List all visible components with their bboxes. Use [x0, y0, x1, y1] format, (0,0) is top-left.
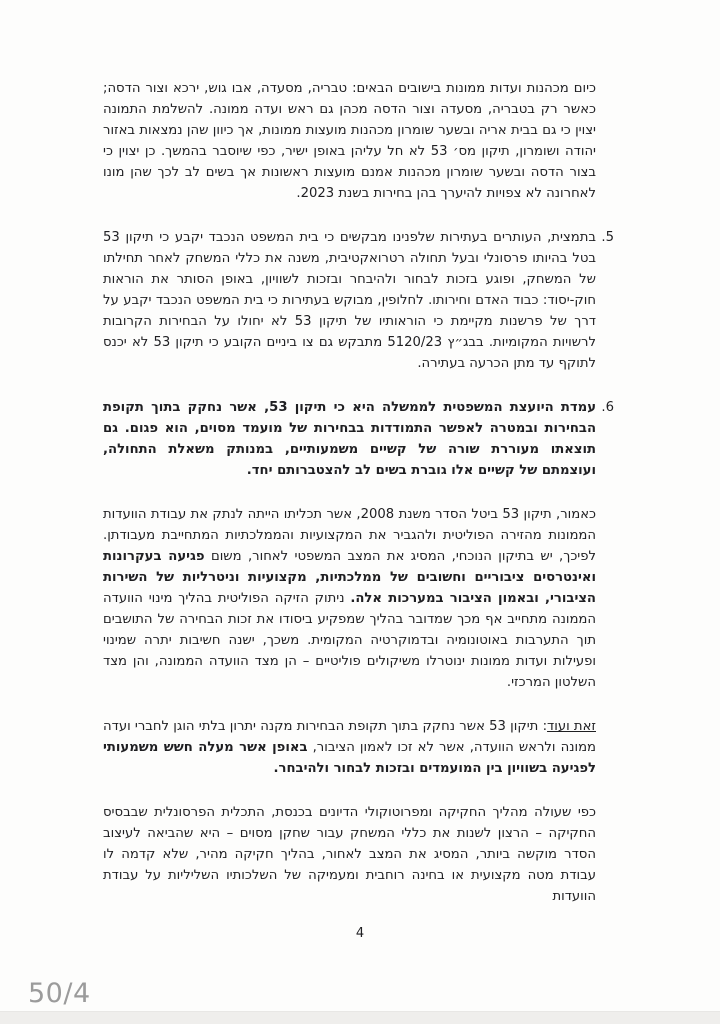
text-run: עמדת היועצת המשפטית לממשלה היא כי תיקון 53, אשר נחקק בתוך תקופת הבחירות ובמטרה לאפשר התמודדות בבחירות של מועמד מסוים, הוא פגום. גם תוצאתו מעוררת שורה של קשיים משמעותיים, במנותק משאלת התחולה, ועוצמתם של קשיים אלו גוברת בשים לב להצטברותם יחד.: [103, 400, 596, 478]
paragraph-number: [596, 802, 614, 907]
paragraph: [103, 716, 614, 779]
text-run: : תיקון 53 אשר נחקק בתוך תקופת הבחירות מקנה יתרון בלתי הוגן לחברי ועדה ממונה ולראש הוועדה, אשר לא זכו לאמון הציבור,: [103, 719, 596, 755]
document-content: [103, 78, 614, 930]
page-indicator: 50/4: [28, 978, 91, 1009]
paragraph: [103, 78, 614, 204]
text-run: באופן אשר מעלה חשש משמעותי לפגיעה בשוויון בין המועמדים ובזכות לבחור ולהיבחר.: [103, 740, 596, 776]
paragraph-number: [596, 504, 614, 693]
paragraph: [103, 397, 614, 481]
text-run: זאת ועוד: [547, 719, 596, 734]
text-run: כיום מכהנות ועדות ממונות בישובים הבאים: טבריה, מסעדה, אבו גוש, ירכא וצור הדסה; כאשר רק בטבריה, מסעדה וצור הדסה מכהן גם ראש ועדה ממונה. להשלמת התמונה יצוין כי גם בבית אריה ובשער שומרון מכהנות מועצות ממונות, אך כיוון שהן נמצאות באזור יהודה ושומרון, תיקון מס׳ 53 לא חל עליהן באופן ישיר, כפי שיוסבר בהמשך. כן יצוין כי בצור הדסה ובשער שומרון מכהנות אמנם מועצות ראשונות אך בשים לב לכך שהן מונו לאחרונה לא צפויות להיערך בהן בחירות בשנת 2023.: [103, 81, 597, 201]
paragraph-number: [596, 716, 614, 779]
text-run: בתמצית, העותרים בעתירות שלפנינו מבקשים כי בית המשפט הנכבד יקבע כי תיקון 53 בטל בהיותו פרסונלי ובעל תחולה רטרואקטיבית, משנה את כללי המשחק לאחר תחילתו של המשחק, ופוגע בזכות לבחור ולהיבחר ובזכות לשוויון, באופן הסותר את הוראות חוק-יסוד: כבוד האדם וחירותו. לחלופין, מבוקש בעתירות כי בית המשפט הנכבד יקבע על דרך של פרשנות מקיימת כי הוראותיו של תיקון 53 לא יחולו על הבחירות הקרובות לרשויות המקומיות. בבג״ץ 5120/23 מתבקש גם צו ביניים הקובע כי תיקון 53 לא יכנס לתוקף עד מתן הכרעה בעתירה.: [103, 230, 596, 371]
paragraph-number: 6.: [601, 400, 614, 415]
text-run: ניתוק הזיקה הפוליטית בהליך מינוי הוועדה הממונה מתחייב אף מכך שמדובר בהליך שמפקיע ביסודו את זכות הבחירה של התושבים תוך התערבות באוטונומיה ובדמוקרטיה המקומית. משכך, ישנה חשיבות יתרה שמינוי ופעילות ועדות ממונות ינוטרלו משיקולים פוליטיים – הן מצד הוועדה הממונה, והן מצד השלטון המרכזי.: [103, 591, 596, 690]
text-run: כאמור, תיקון 53 ביטל הסדר משנת 2008, אשר תכליתו הייתה לנתק את עבודת הוועדות הממונות מהזירה הפוליטית ולהגביר את המקצועיות והממלכתיות המתחייבת מעבודתן. לפיכך, יש בתיקון הנוכחי, המסיג את המצב המשפטי לאחור, משום: [103, 507, 597, 564]
paragraph-text: [103, 227, 596, 374]
paragraph-text: [103, 78, 596, 204]
page-number: 4: [355, 926, 365, 941]
paragraph-number: [596, 78, 614, 204]
paragraph: [103, 802, 614, 907]
paragraph-text: [103, 397, 596, 481]
paragraph-number: 5.: [601, 230, 614, 245]
paragraph-text: [103, 504, 596, 693]
paragraph-text: [103, 802, 596, 907]
paragraph-text: [103, 716, 596, 779]
text-run: פגיעה בעקרונות ואינטרסים ציבוריים וחשובים של ממלכתיות, מקצועיות וניטרליות של השירות הציבורי, ובאמון הציבור במערכות אלה.: [103, 549, 596, 606]
paragraph: [103, 504, 614, 693]
viewer-bottom-bar: [0, 1011, 720, 1024]
text-run: כפי שעולה מהליך החקיקה ומפרוטוקולי הדיונים בכנסת, התכלית הפרסונלית שבבסיס החקיקה – הרצון לשנות את כללי המשחק עבור שחקן מסוים – היא שהביאה לעיצוב הסדר מוקשה ביותר, המסיג את המצב לאחור, בהליך חקיקה מהיר, שלא קדמה לו עבודת מטה מקצועית או בחינה רוחבית ומעמיקה של השלכותיו השליליות על עבודת הוועדות: [103, 805, 596, 904]
paragraph: [103, 227, 614, 374]
